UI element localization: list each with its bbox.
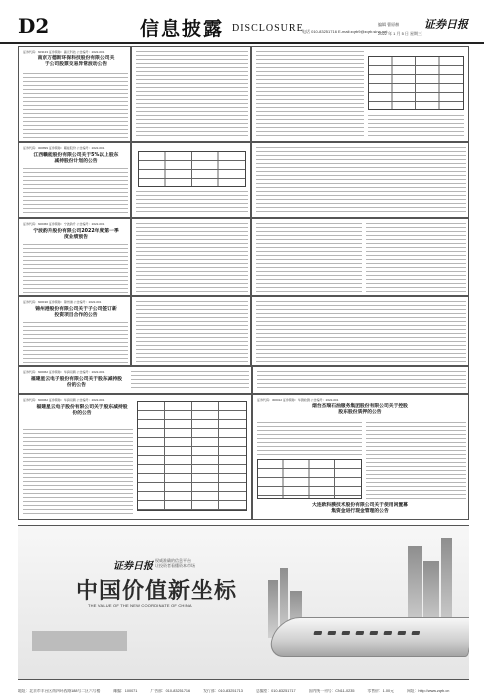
notice-body [257,371,466,391]
notice-body [256,223,362,293]
ad-tagline-line: 让投资者看懂资本市场 [155,563,195,568]
notice-body [256,147,466,215]
footer-web: 网址：http://www.zqrb.cn [406,689,450,693]
water-shape [32,631,127,651]
notice-body [257,422,362,456]
notice-code: 证券代码：600366 证券简称：宁波韵升 公告编号：2022-001 [23,222,105,226]
footer-price: 零售价：1.00元 [367,689,394,693]
masthead [0,0,484,44]
notice-body [368,115,464,139]
page-footer [18,689,469,697]
notice-body [136,51,248,139]
notice-code: 证券代码：600062 证券简称：华润双鹤 公告编号：2022-001 [23,370,105,374]
ad-tagline-line: 权威准确的信息平台 [155,558,191,563]
notice-code: 证券代码：000899 证券简称：赣能股份 公告编号：2022-001 [23,146,105,150]
notice-code: 证券代码：600062 证券简称：华润双鹤 公告编号：2022-001 [23,398,105,402]
notice-body [256,301,466,363]
notice-panel [131,46,251,142]
notice-panel [18,46,131,142]
ad-logo: 证券日报 [113,561,153,572]
advertisement-banner [18,525,469,680]
issue-date: 2022 年 1 月 5 日 星期三 [378,31,423,36]
notice-table [137,401,247,511]
footer-address: 地址：北京市丰台区南四环西路188号二区六号楼 [18,689,101,693]
ad-tagline [155,558,195,568]
section-title: 信息披露 [140,18,225,40]
notice-panel [18,366,252,394]
ad-title: 中国价值新坐标 [76,578,238,604]
notice-table [257,459,362,499]
notice-panel [252,394,469,520]
notice-code: 证券代码：600190 证券简称：锦州港 公告编号：2022-001 [23,300,102,304]
notice-body [23,244,128,293]
notice-code: 证券代码：603133 证券简称：碳元科技 公告编号：2022-001 [23,50,105,54]
notice-title: 锦州港股份有限公司关于子公司签订新投资项目合作的公告 [35,307,117,318]
notice-panel [18,394,252,520]
notice-title: 大连欧科膜技术股份有限公司关于使用闲置募集资金进行现金管理的公告 [312,503,408,514]
notice-title: 福建星云电子股份有限公司关于股东减持股份的公告 [30,377,123,388]
notice-body [23,429,133,517]
notice-panel [18,296,131,366]
notice-panel [131,142,251,218]
notice-title: 福建星云电子股份有限公司关于股东减持股份的公告 [36,405,128,416]
footer-editorial: 总编室：010-83251717 [255,689,296,693]
notice-body [23,322,128,363]
notice-body [23,168,128,215]
contact-info: 电话 010-83251716 E-mail:zqrb9@zqrb.sina.net [302,29,388,34]
notice-body [131,371,249,391]
notice-code: 证券代码：300012 证券简称：华测检测 公告编号：2022-001 [257,398,339,402]
footer-distribution: 发行部：010-83251713 [203,689,243,693]
notice-title: 宁波韵升股份有限公司2022年度第一季度业绩预告 [33,229,119,240]
notice-table [138,151,246,187]
footer-ad-phone: 广告部：010-83251716 [150,689,191,693]
section-title-en: DISCLOSURE [232,23,304,34]
notice-body [23,73,128,139]
newspaper-logo: 证券日报 [424,18,468,31]
notice-panel [18,142,131,218]
notice-panel [251,218,469,296]
page-number: D2 [18,14,50,38]
notice-title: 烟台杰瑞石油服务集团股份有限公司关于控股股东股份质押的公告 [312,404,408,415]
notice-panel [131,218,251,296]
notice-body [366,223,466,293]
notice-title: 江西赣能股份有限公司关于5%以上股东减持股份计划的公告 [33,153,119,164]
notice-panel [251,296,469,366]
train-image [268,617,469,657]
notice-panel [252,366,469,394]
editor-name: 编辑 曹原赫 [378,22,400,27]
notice-panel [251,142,469,218]
notice-panel [131,296,251,366]
notice-body [136,223,248,293]
notice-body [256,51,364,139]
notice-table [368,56,464,110]
notice-panel [18,218,131,296]
notice-body [366,422,466,499]
footer-postcode: 邮编：100071 [113,689,138,693]
notice-body [136,301,248,363]
notice-body [136,191,248,215]
footer-cn: 国内统一刊号：CN11-0235 [308,689,355,693]
notice-panel [251,46,469,142]
ad-subtitle: THE VALUE OF THE NEW COORDINATE OF CHINA [88,603,192,608]
notice-title: 南京万德斯环保科技股份有限公司关于公司股票交易异常波动公告 [37,56,115,67]
